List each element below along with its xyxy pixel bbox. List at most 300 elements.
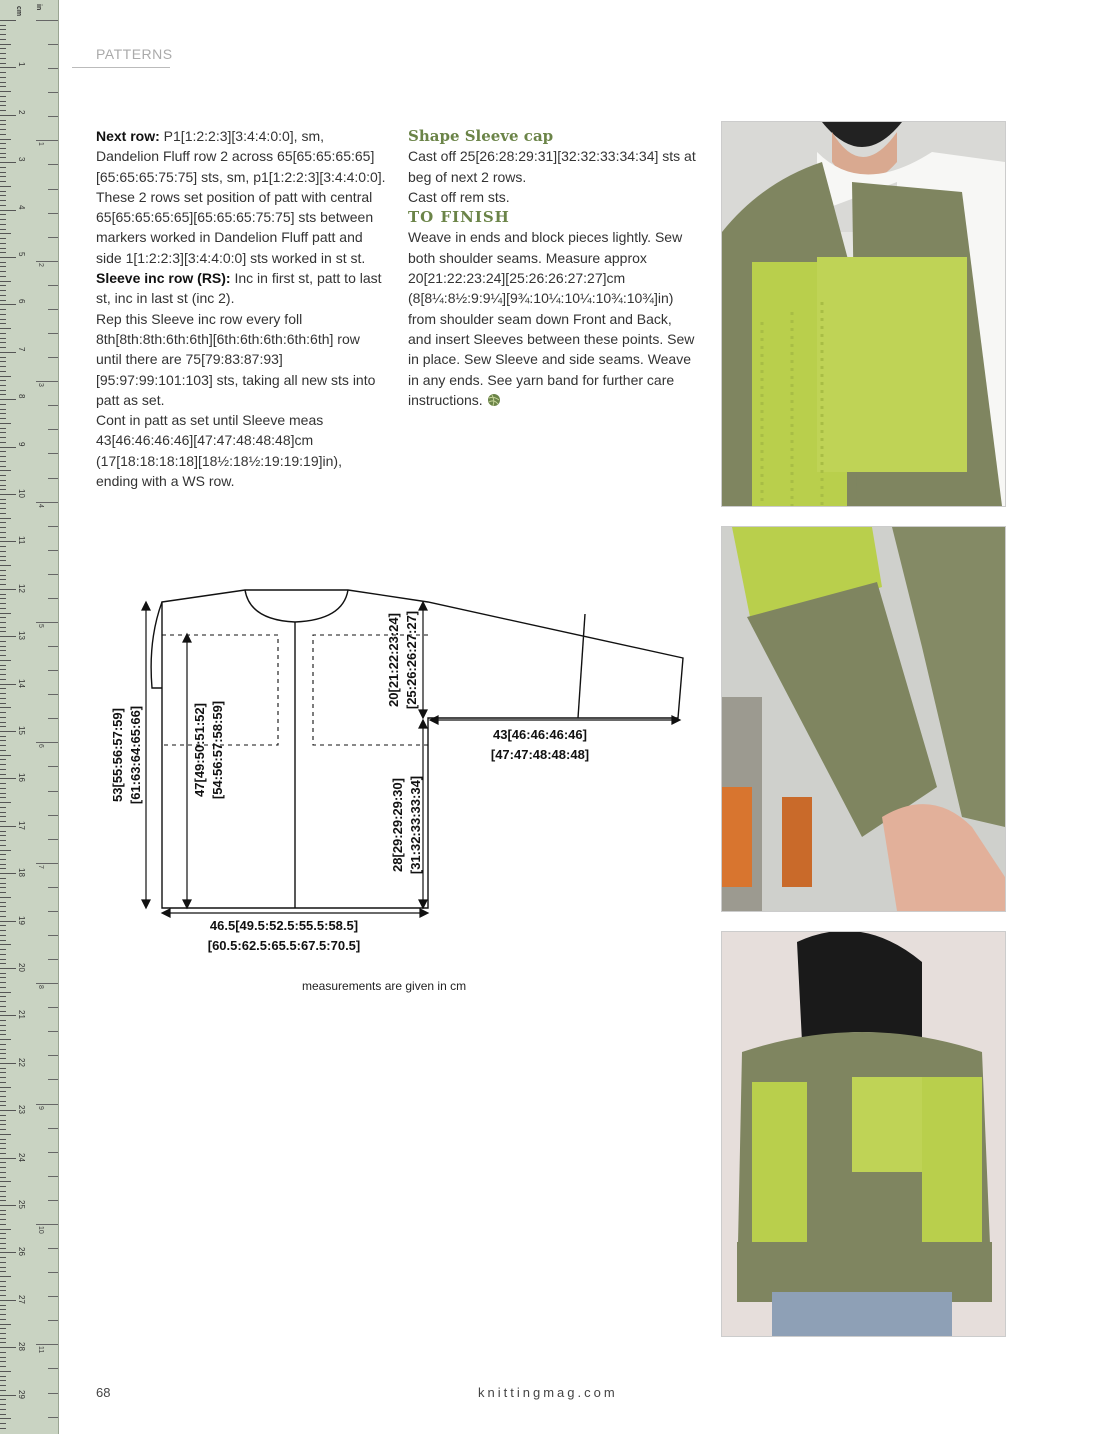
ruler-tick	[0, 1324, 11, 1325]
ruler-tick	[0, 1414, 6, 1415]
ruler-tick	[0, 541, 16, 542]
ruler-inch-tick	[48, 815, 58, 816]
ruler-tick	[0, 812, 6, 813]
ruler-tick	[0, 1423, 6, 1424]
ruler-tick	[0, 646, 6, 647]
shape-sleeve-cap-heading: Shape Sleeve cap	[408, 127, 554, 145]
ruler-tick	[0, 139, 11, 140]
ruler-inch-label: 1	[37, 142, 44, 147]
ruler-inch-tick	[48, 1007, 58, 1008]
ruler-tick	[0, 1186, 6, 1187]
ruler-inch-tick	[48, 791, 58, 792]
ruler-tick	[0, 323, 6, 324]
ruler-inch-tick	[48, 44, 58, 45]
ruler-tick	[0, 831, 6, 832]
ruler-tick	[0, 613, 11, 614]
ruler-tick	[0, 257, 16, 258]
ruler-tick	[0, 72, 6, 73]
ruler-tick	[0, 850, 11, 851]
ruler-tick	[0, 44, 11, 45]
ruler-tick	[0, 1001, 6, 1002]
ruler-tick	[0, 295, 6, 296]
ruler-tick	[0, 423, 11, 424]
ruler-tick	[0, 1096, 6, 1097]
ruler-inch-tick	[48, 935, 58, 936]
ruler-inch-tick	[48, 1368, 58, 1369]
ruler-tick	[0, 86, 6, 87]
ruler-tick	[0, 262, 6, 263]
ruler-tick	[0, 20, 16, 21]
ruler-cm-label: 17	[17, 820, 26, 830]
ruler-tick	[0, 698, 6, 699]
ruler-tick	[0, 973, 6, 974]
ruler-tick	[0, 1328, 6, 1329]
ruler-tick	[0, 1248, 6, 1249]
next-row-label: Next row:	[96, 128, 160, 144]
ruler-tick	[0, 1129, 6, 1130]
ruler-inch-tick	[48, 1128, 58, 1129]
ruler-tick	[0, 522, 6, 523]
ruler-tick	[0, 508, 6, 509]
ruler-tick	[0, 281, 11, 282]
next-row-instruction	[96, 126, 386, 187]
ruler-tick	[0, 1105, 6, 1106]
ruler-tick	[0, 229, 6, 230]
ruler-tick	[0, 636, 16, 637]
ruler-tick	[0, 1395, 16, 1396]
ruler-tick	[0, 726, 6, 727]
width-label: 46.5[49.5:52.5:55.5:58.5]	[209, 918, 359, 933]
ruler-inch-tick	[48, 1417, 58, 1418]
ruler-inch-tick	[36, 983, 58, 984]
ruler-tick	[0, 271, 6, 272]
neckline	[245, 590, 348, 622]
ruler-tick	[0, 466, 6, 467]
pattern-column-2	[408, 126, 698, 410]
ruler-tick	[0, 1143, 6, 1144]
ruler-tick	[0, 996, 6, 997]
body-label-2: [54:56:57:58:59]	[210, 700, 225, 800]
ruler-tick	[0, 1300, 16, 1301]
ruler-tick	[0, 1305, 6, 1306]
ruler-tick	[0, 399, 16, 400]
ruler-tick	[0, 432, 6, 433]
ruler-tick	[0, 911, 6, 912]
ruler-tick	[0, 309, 6, 310]
ruler-tick	[0, 404, 6, 405]
ruler-tick	[0, 712, 6, 713]
ruler-tick	[0, 717, 6, 718]
ruler-tick	[0, 82, 6, 83]
ruler-tick	[0, 390, 6, 391]
ruler-tick	[0, 200, 6, 201]
ruler-tick	[0, 451, 6, 452]
ruler-tick	[0, 1428, 6, 1429]
ruler-tick	[0, 963, 6, 964]
ruler-inch-tick	[48, 309, 58, 310]
ruler-inch-tick	[48, 839, 58, 840]
ruler-tick	[0, 930, 6, 931]
ruler-tick	[0, 921, 16, 922]
ruler-tick	[0, 631, 6, 632]
ruler-tick	[0, 252, 6, 253]
sleeve-inc-label: Sleeve inc row (RS):	[96, 270, 231, 287]
ruler-inch-tick	[48, 1200, 58, 1201]
ruler-inch-tick	[48, 189, 58, 190]
ruler-unit-cm: cm	[15, 6, 22, 17]
ruler-tick	[0, 39, 6, 40]
ruler-tick	[0, 214, 6, 215]
finishing-text: Weave in ends and block pieces lightly. Sew both shoulder seams. Measure approx 20[21:22:23:24][25:26:26:27:27]cm (8[8¼:8½:9:9¼][9¾:10¼:10¼:10¾:10¾]in) from shoulder seam down Front and Back, and insert Sleeves between these points. Sew in place. Sew Sleeve and side seams. Weave in any ends. See yarn band for further care instructions.	[408, 229, 695, 408]
ruler-tick	[0, 1181, 11, 1182]
ruler-tick	[0, 892, 6, 893]
ruler-tick	[0, 816, 6, 817]
ruler-tick	[0, 736, 6, 737]
ruler-tick	[0, 1158, 16, 1159]
ruler-tick	[0, 655, 6, 656]
ruler-tick	[0, 205, 6, 206]
ruler-tick	[0, 513, 6, 514]
ruler-tick	[0, 1196, 6, 1197]
ruler-tick	[0, 759, 6, 760]
ruler-inch-tick	[48, 213, 58, 214]
ruler-cm-label: 6	[17, 299, 26, 304]
ruler-tick	[0, 987, 6, 988]
ruler-tick	[0, 1352, 6, 1353]
ruler-tick	[0, 447, 16, 448]
ruler-tick	[0, 67, 16, 68]
ruler-cm-label: 15	[17, 726, 26, 735]
sleeve-label-2: [47:47:48:48:48]	[490, 747, 590, 762]
ruler-tick	[0, 797, 6, 798]
ruler-tick	[0, 982, 6, 983]
ruler-tick	[0, 887, 6, 888]
ruler-tick	[0, 338, 6, 339]
cast-off-rem-instruction: Cast off rem sts.	[408, 188, 510, 205]
armhole-label: 20[21:22:23:24]	[386, 613, 401, 707]
ruler-inch-tick	[48, 1296, 58, 1297]
ruler-tick	[0, 944, 11, 945]
ruler-tick	[0, 385, 6, 386]
ruler-tick	[0, 1025, 6, 1026]
ruler-tick	[0, 688, 6, 689]
header-divider	[72, 67, 170, 68]
ruler-tick	[0, 864, 6, 865]
ruler-tick	[0, 608, 6, 609]
ruler-tick	[0, 129, 6, 130]
ruler-tick	[0, 266, 6, 267]
ruler-tick	[0, 603, 6, 604]
ruler-inch-tick	[36, 502, 58, 503]
ruler-tick	[0, 413, 6, 414]
ruler-tick	[0, 897, 11, 898]
ruler-tick	[0, 1082, 6, 1083]
ruler-tick	[0, 1262, 6, 1263]
ruler-cm-label: 2	[17, 109, 26, 115]
ruler-tick	[0, 1385, 6, 1386]
ruler-inch-tick	[48, 1055, 58, 1056]
ruler-tick	[0, 1271, 6, 1272]
ruler-tick	[0, 352, 16, 353]
ruler-tick	[0, 1418, 11, 1419]
ruler-tick	[0, 333, 6, 334]
ruler-cm-label: 20	[17, 963, 26, 972]
ruler-cm-label: 25	[17, 1200, 26, 1209]
ruler-tick	[0, 1366, 6, 1367]
ruler-tick	[0, 859, 6, 860]
ruler-tick	[0, 1376, 6, 1377]
ruler-tick	[0, 1034, 6, 1035]
ruler-tick	[0, 172, 6, 173]
ruler-cm-label: 16	[17, 773, 26, 783]
ruler-inch-tick	[48, 1079, 58, 1080]
cast-off-instruction: Cast off 25[26:28:29:31][32:32:33:34:34] sts at beg of next 2 rows.	[408, 148, 696, 185]
ruler-tick	[0, 25, 6, 26]
ruler-tick	[0, 1030, 6, 1031]
ruler-tick	[0, 1124, 6, 1125]
ruler-tick	[0, 1153, 6, 1154]
ruler-tick	[0, 783, 6, 784]
ruler-cm-label: 27	[17, 1294, 26, 1304]
pattern-column-1	[96, 126, 386, 491]
ruler-cm-label: 22	[17, 1057, 26, 1067]
ruler-cm-label: 5	[17, 252, 26, 257]
ruler-tick	[0, 902, 6, 903]
ruler-tick	[0, 418, 6, 419]
ruler-tick	[0, 115, 16, 116]
ruler-tick	[0, 1224, 6, 1225]
ruler-tick	[0, 977, 6, 978]
ruler-tick	[0, 1333, 6, 1334]
ruler-tick	[0, 1167, 6, 1168]
ruler-inch-tick	[48, 766, 58, 767]
cuff-line	[578, 614, 585, 718]
ruler-tick	[0, 1295, 6, 1296]
ruler-tick	[0, 575, 6, 576]
ruler-tick	[0, 243, 6, 244]
ruler-inch-label: 10	[37, 1225, 44, 1234]
ruler-tick	[0, 774, 6, 775]
ruler-inch-tick	[48, 405, 58, 406]
ruler-tick	[0, 248, 6, 249]
ruler-tick	[0, 674, 6, 675]
ruler-tick	[0, 906, 6, 907]
page-number: 68	[96, 1385, 111, 1400]
ruler-tick	[0, 181, 6, 182]
ruler-tick	[0, 684, 16, 685]
ruler-inch-tick	[36, 1104, 58, 1105]
ruler-tick	[0, 532, 6, 533]
ruler-tick	[0, 34, 6, 35]
ruler-tick	[0, 186, 11, 187]
ruler-cm-label: 11	[17, 536, 26, 545]
length-label: 53[55:56:57:59]	[110, 708, 125, 802]
ruler-tick	[0, 1015, 16, 1016]
ruler-tick	[0, 1338, 6, 1339]
ruler-tick	[0, 868, 6, 869]
ruler-inch-tick	[48, 237, 58, 238]
ruler-tick	[0, 1210, 6, 1211]
ruler-tick	[0, 1087, 11, 1088]
ruler-tick	[0, 361, 6, 362]
ruler-tick	[0, 579, 6, 580]
ruler-inch-label: 2	[37, 262, 44, 267]
ruler-tick	[0, 1177, 6, 1178]
body-label: 47[49:50:51:52]	[192, 703, 207, 797]
ruler-tick	[0, 788, 6, 789]
ruler-tick	[0, 1200, 6, 1201]
ruler-tick	[0, 371, 6, 372]
ruler-tick	[0, 745, 6, 746]
ruler-tick	[0, 1371, 11, 1372]
armhole-label-2: [25:26:26:27:27]	[404, 610, 419, 710]
ruler-cm-label: 13	[17, 631, 26, 641]
ruler-tick	[0, 764, 6, 765]
ruler-tick	[0, 1257, 6, 1258]
ruler-inch-tick	[48, 911, 58, 912]
ruler-tick	[0, 641, 6, 642]
ruler-inch-label: 11	[37, 1346, 44, 1354]
ruler-tick	[0, 290, 6, 291]
ruler-tick	[0, 778, 16, 779]
ruler-tick	[0, 1238, 6, 1239]
finishing-instruction	[408, 227, 698, 410]
ruler-tick	[0, 29, 6, 30]
ruler-tick	[0, 1072, 6, 1073]
ruler-cm-label: 21	[17, 1010, 26, 1020]
to-finish-heading: TO FINISH	[408, 208, 510, 227]
ruler-tick	[0, 1044, 6, 1045]
ruler-tick	[0, 77, 6, 78]
ruler-tick	[0, 617, 6, 618]
ruler-tick	[0, 925, 6, 926]
ruler-cm-label: 24	[17, 1152, 26, 1162]
ruler-tick	[0, 134, 6, 135]
ruler-inch-label: 7	[37, 864, 44, 869]
ruler-tick	[0, 342, 6, 343]
ruler-cm-label: 4	[17, 204, 26, 210]
ruler-tick	[0, 826, 16, 827]
ruler-inch-label: 8	[37, 985, 44, 990]
ruler-tick	[0, 1267, 6, 1268]
diagram-caption: measurements are given in cm	[302, 979, 467, 993]
ruler-tick	[0, 1020, 6, 1021]
ruler-tick	[0, 437, 6, 438]
ruler-inch-tick	[48, 670, 58, 671]
ruler-tick	[0, 58, 6, 59]
ruler-inch-tick	[48, 1031, 58, 1032]
ruler-tick	[0, 1342, 6, 1343]
ruler-tick	[0, 594, 6, 595]
ruler-tick	[0, 191, 6, 192]
ruler-tick	[0, 821, 6, 822]
ruler-tick	[0, 1252, 16, 1253]
ruler-tick	[0, 1049, 6, 1050]
continue-instruction: Cont in patt as set until Sleeve meas 43[46:46:46:46][47:47:48:48:48]cm (17[18:18:18:18][18½:18½:19:19:19]in), ending with a WS row.	[96, 412, 342, 490]
ruler-tick	[0, 1101, 6, 1102]
ruler-tick	[0, 1286, 6, 1287]
ruler-inch-tick	[48, 333, 58, 334]
ruler-tick	[0, 793, 6, 794]
ruler-tick	[0, 518, 11, 519]
ruler-inch-tick	[48, 285, 58, 286]
ruler-tick	[0, 565, 11, 566]
ruler-inch-tick	[36, 20, 58, 21]
ruler-tick	[0, 1148, 6, 1149]
ruler-inch-tick	[48, 478, 58, 479]
ruler-tick	[0, 276, 6, 277]
schematic-diagram	[100, 580, 700, 970]
ruler-tick	[0, 802, 11, 803]
ruler-tick	[0, 1219, 6, 1220]
ruler-tick	[0, 693, 6, 694]
ruler-tick	[0, 314, 6, 315]
ruler-inch-tick	[48, 887, 58, 888]
ruler-tick	[0, 489, 6, 490]
ruler-tick	[0, 461, 6, 462]
ruler-inch-tick	[36, 863, 58, 864]
ruler-tick	[0, 1281, 6, 1282]
ruler-inch-tick	[48, 598, 58, 599]
ruler-tick	[0, 1409, 6, 1410]
ruler-tick	[0, 954, 6, 955]
side-label-2: [31:32:33:33:34]	[408, 775, 423, 875]
ruler-inch-tick	[48, 1393, 58, 1394]
ruler-tick	[0, 157, 6, 158]
ruler-tick	[0, 707, 11, 708]
ruler-tick	[0, 660, 11, 661]
ruler-tick	[0, 679, 6, 680]
ruler-tick	[0, 949, 6, 950]
ruler-inch-tick	[48, 694, 58, 695]
ruler-tick	[0, 769, 6, 770]
ruler-tick	[0, 319, 6, 320]
ruler-tick	[0, 1068, 6, 1069]
ruler-tick	[0, 1233, 6, 1234]
ruler-tick	[0, 376, 11, 377]
ruler-inch-label: 9	[37, 1105, 44, 1110]
ruler-tick	[0, 1011, 6, 1012]
ruler-inch-tick	[36, 622, 58, 623]
ruler-tick	[0, 551, 6, 552]
ruler-tick	[0, 238, 6, 239]
ruler-tick	[0, 224, 6, 225]
measuring-ruler	[0, 0, 59, 1434]
ruler-tick	[0, 328, 11, 329]
sleeve-inc-text: Inc in first st, patt to last st, inc in last st (inc 2).	[96, 270, 382, 307]
ruler-tick	[0, 750, 6, 751]
ruler-tick	[0, 428, 6, 429]
ruler-tick	[0, 622, 6, 623]
ruler-tick	[0, 935, 6, 936]
ruler-tick	[0, 840, 6, 841]
ruler-cm-label: 26	[17, 1247, 26, 1257]
ruler-tick	[0, 162, 16, 163]
ruler-tick	[0, 409, 6, 410]
ruler-tick	[0, 546, 6, 547]
ruler-tick	[0, 285, 6, 286]
ruler-tick	[0, 1309, 6, 1310]
ruler-inch-label: 3	[37, 383, 44, 388]
ruler-tick	[0, 456, 6, 457]
ruler-tick	[0, 1314, 6, 1315]
ruler-inch-tick	[48, 429, 58, 430]
ruler-inch-tick	[48, 1152, 58, 1153]
photo-cardigan-back	[721, 931, 1006, 1337]
ruler-tick	[0, 1162, 6, 1163]
ruler-tick	[0, 1115, 6, 1116]
ruler-cm-label: 18	[17, 868, 26, 878]
